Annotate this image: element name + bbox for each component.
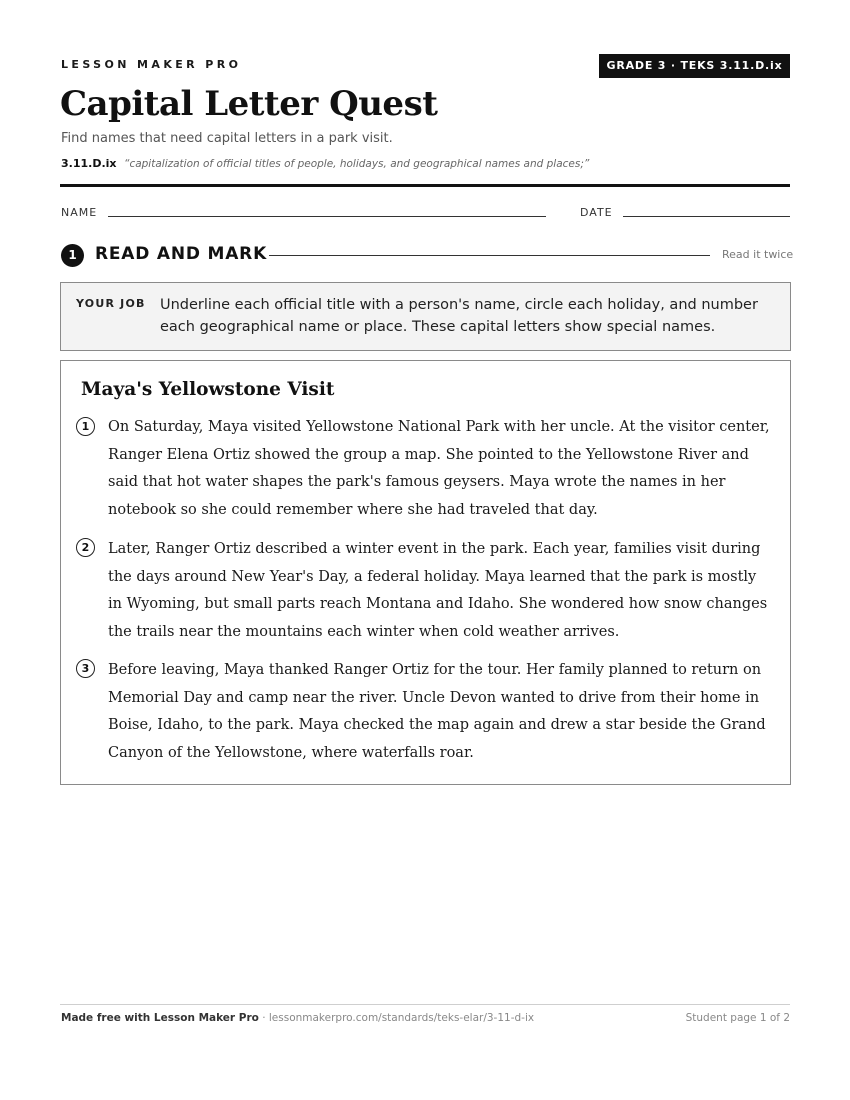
brand-label: LESSON MAKER PRO <box>61 58 242 71</box>
paragraph-number-badge: 1 <box>76 417 95 436</box>
passage-paragraph: Before leaving, Maya thanked Ranger Ortiz for the tour. Her family planned to return on Memorial Day and camp near the river. Uncle Devon wanted to drive from their home in Boise, Idaho, to the park. Maya checked the map again and drew a star beside the Grand Canyon of the Yellowstone, where waterfalls roar. <box>108 662 766 761</box>
section-hint: Read it twice <box>722 248 794 261</box>
footer-divider <box>60 1004 790 1005</box>
footer-page-number: Student page 1 of 2 <box>685 1012 790 1024</box>
paragraph-number-badge: 2 <box>76 538 95 557</box>
name-field-line[interactable] <box>108 216 546 217</box>
date-field-line[interactable] <box>623 216 790 217</box>
section-title: READ AND MARK <box>95 244 268 264</box>
date-label: DATE <box>580 206 613 219</box>
grade-badge: GRADE 3 · TEKS 3.11.D.ix <box>599 54 790 78</box>
paragraph-number-badge: 3 <box>76 659 95 678</box>
standard-code: 3.11.D.ix <box>61 157 117 170</box>
passage-box <box>60 360 791 785</box>
footer-credit <box>61 1012 534 1024</box>
page-title: Capital Letter Quest <box>60 84 438 124</box>
passage-paragraph: Later, Ranger Ortiz described a winter event in the park. Each year, families visit during the days around New Year's Day, a federal holiday. Maya learned that the park is mostly in Wyoming, but small parts reach Montana and Idaho. She wondered how snow changes the trails near the mountains each winter when cold weather arrives. <box>108 541 768 640</box>
job-label: YOUR JOB <box>76 297 146 310</box>
name-label: NAME <box>61 206 98 219</box>
passage-title: Maya's Yellowstone Visit <box>81 379 335 400</box>
section-number-badge: 1 <box>61 244 84 267</box>
footer-url[interactable]: · lessonmakerpro.com/standards/teks-elar/3-11-d-ix <box>258 1012 535 1024</box>
standard-line <box>61 157 589 170</box>
footer-made-with: Made free with Lesson Maker Pro <box>61 1012 259 1024</box>
header-divider <box>60 184 790 187</box>
page-subtitle: Find names that need capital letters in a park visit. <box>61 131 393 146</box>
job-box <box>60 282 791 351</box>
job-instructions: Underline each official title with a person's name, circle each holiday, and number each geographical name or place. These capital letters show special names. <box>160 297 758 335</box>
section-divider <box>269 255 710 256</box>
standard-text: “capitalization of official titles of people, holidays, and geographical names and places;” <box>124 158 590 170</box>
passage-paragraph: On Saturday, Maya visited Yellowstone National Park with her uncle. At the visitor center, Ranger Elena Ortiz showed the group a map. She pointed to the Yellowstone River and said that hot water shapes the park's famous geysers. Maya wrote the names in her notebook so she could remember where she had traveled that day. <box>108 419 770 518</box>
